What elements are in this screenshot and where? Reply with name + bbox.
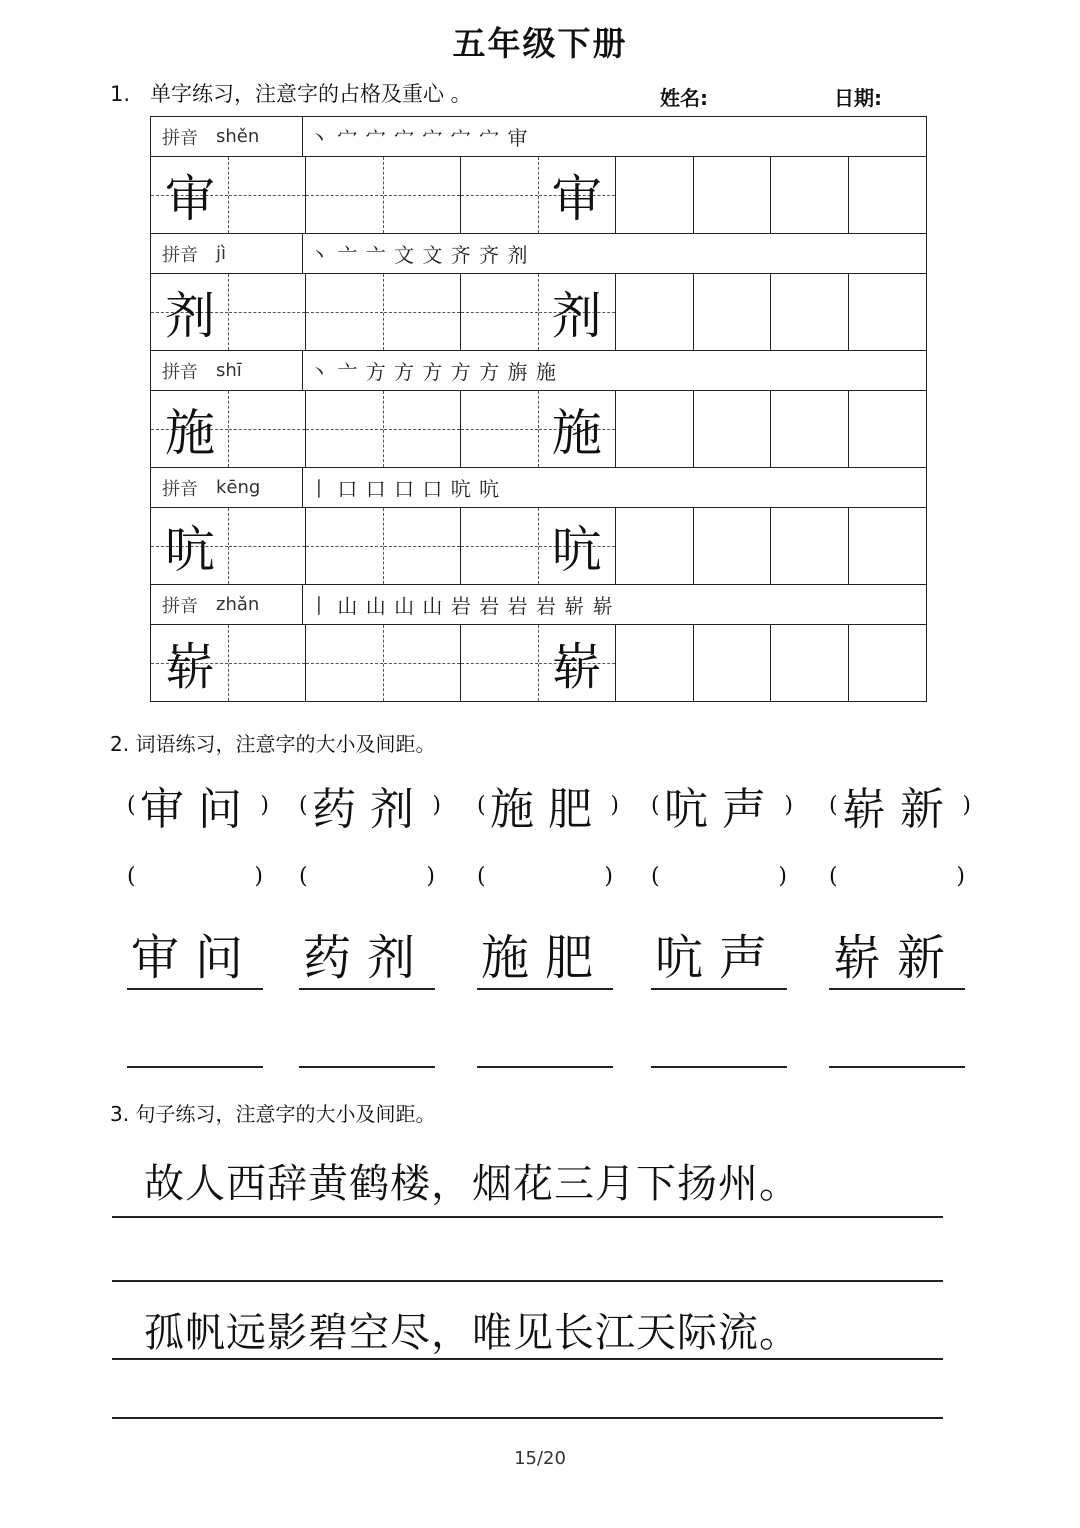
trace-character: 吭: [551, 521, 602, 579]
model-character: 崭: [165, 638, 215, 696]
pinyin-answer-box[interactable]: [299, 858, 435, 894]
guide-line: [306, 195, 383, 196]
close-paren: ): [956, 863, 965, 889]
guide-line: [229, 663, 306, 664]
character-row: [151, 157, 926, 234]
stroke-order: 丶 亠 亠 文 文 齐 齐 剂: [309, 243, 529, 267]
stroke-order: 丶 亠 方 方 方 方 方 旃 施: [309, 360, 557, 384]
writing-line[interactable]: [477, 1066, 613, 1068]
pinyin-label-cell: [151, 585, 303, 624]
practice-cell[interactable]: [229, 391, 307, 467]
practice-cell[interactable]: [461, 508, 539, 584]
pinyin-row: [151, 117, 926, 157]
practice-cell[interactable]: [539, 274, 617, 350]
practice-cell[interactable]: [849, 157, 927, 233]
pinyin-label-cell: [151, 117, 303, 156]
guide-line: [461, 663, 538, 664]
open-paren: (: [127, 863, 136, 889]
open-paren: (: [651, 792, 660, 818]
guide-line: [461, 546, 538, 547]
practice-cell[interactable]: [694, 157, 772, 233]
pinyin-word-box: [127, 770, 269, 840]
trace-character: 施: [551, 404, 602, 462]
pinyin-value: shěn: [216, 126, 260, 147]
pinyin-row: [151, 468, 926, 508]
close-paren: ): [604, 863, 613, 889]
open-paren: (: [829, 863, 838, 889]
model-character: 剂: [165, 287, 215, 345]
practice-cell[interactable]: [461, 391, 539, 467]
practice-cell[interactable]: [306, 508, 384, 584]
pinyin-word-box: [299, 770, 441, 840]
practice-cell[interactable]: [384, 157, 462, 233]
practice-cell[interactable]: [384, 391, 462, 467]
stroke-order: 丶 宀 宀 宀 宀 宀 宀 审: [309, 126, 529, 150]
practice-cell[interactable]: [771, 157, 849, 233]
practice-cell[interactable]: [849, 625, 927, 701]
practice-cell[interactable]: [229, 508, 307, 584]
guide-line: [306, 546, 383, 547]
guide-line: [229, 546, 306, 547]
word-trace-line: 吭声: [651, 924, 787, 990]
trace-character: 审: [551, 170, 602, 228]
pinyin-answer-box[interactable]: [477, 858, 613, 894]
model-character: 施: [165, 404, 215, 462]
pinyin-value: zhǎn: [216, 594, 260, 615]
pinyin-value: shī: [216, 360, 242, 381]
practice-cell[interactable]: [229, 274, 307, 350]
open-paren: (: [651, 863, 660, 889]
word: 吭声: [664, 784, 780, 835]
date-label: 日期:: [834, 86, 882, 110]
section3-instruction: 3. 句子练习，注意字的大小及间距。: [110, 1102, 436, 1126]
writing-line[interactable]: [299, 1066, 435, 1068]
open-paren: (: [477, 863, 486, 889]
pinyin-label-cell: [151, 351, 303, 390]
pinyin-label: 拼音: [162, 478, 198, 500]
practice-cell[interactable]: [616, 625, 694, 701]
close-paren: ): [610, 792, 619, 818]
pinyin-word-box: [477, 770, 619, 840]
writing-line[interactable]: [112, 1417, 943, 1419]
pinyin-answer-box[interactable]: [829, 858, 965, 894]
practice-cell[interactable]: [849, 391, 927, 467]
word: 施肥: [490, 784, 606, 835]
close-paren: ): [962, 792, 971, 818]
model-character: 审: [165, 170, 215, 228]
practice-cell[interactable]: [461, 274, 539, 350]
practice-cell[interactable]: [306, 625, 384, 701]
practice-cell[interactable]: [694, 274, 772, 350]
pinyin-row: [151, 351, 926, 391]
practice-cell[interactable]: [461, 625, 539, 701]
guide-line: [229, 429, 306, 430]
practice-cell[interactable]: [771, 625, 849, 701]
guide-line: [306, 663, 383, 664]
guide-line: [461, 312, 538, 313]
practice-cell[interactable]: [384, 274, 462, 350]
close-paren: ): [432, 792, 441, 818]
practice-cell[interactable]: [539, 391, 617, 467]
practice-cell[interactable]: [771, 391, 849, 467]
word: 药剂: [312, 784, 428, 835]
pinyin-row: [151, 234, 926, 274]
close-paren: ): [778, 863, 787, 889]
open-paren: (: [127, 792, 136, 818]
practice-cell[interactable]: [151, 625, 229, 701]
practice-cell[interactable]: [616, 157, 694, 233]
sentence-line-1: 故人西辞黄鹤楼，烟花三月下扬州。: [112, 1150, 943, 1218]
close-paren: ): [260, 792, 269, 818]
practice-cell[interactable]: [849, 274, 927, 350]
close-paren: ): [426, 863, 435, 889]
practice-cell[interactable]: [849, 508, 927, 584]
word-trace-line: 崭新: [829, 924, 965, 990]
guide-line: [384, 195, 461, 196]
guide-line: [306, 429, 383, 430]
guide-line: [384, 663, 461, 664]
guide-line: [229, 195, 306, 196]
close-paren: ): [784, 792, 793, 818]
pinyin-row: [151, 585, 926, 625]
stroke-order: 丨 口 口 口 口 吭 吭: [309, 477, 501, 501]
word-trace-line: 施肥: [477, 924, 613, 990]
character-row: [151, 625, 926, 701]
pinyin-value: jì: [216, 243, 227, 264]
practice-cell[interactable]: [616, 508, 694, 584]
writing-line[interactable]: [127, 1066, 263, 1068]
guide-line: [306, 312, 383, 313]
section1-text: 单字练习，注意字的占格及重心 。: [150, 82, 472, 106]
practice-cell[interactable]: [694, 391, 772, 467]
pinyin-word-box: [829, 770, 971, 840]
character-row: [151, 391, 926, 468]
word: 审问: [140, 784, 256, 835]
stroke-order: 丨 山 山 山 山 岩 岩 岩 岩 崭 崭: [309, 594, 614, 618]
practice-cell[interactable]: [539, 157, 617, 233]
pinyin-label: 拼音: [162, 127, 198, 149]
page-number: 15/20: [514, 1448, 566, 1469]
model-character: 吭: [165, 521, 215, 579]
practice-cell[interactable]: [771, 508, 849, 584]
practice-cell[interactable]: [229, 625, 307, 701]
guide-line: [384, 312, 461, 313]
guide-line: [461, 195, 538, 196]
word-trace-line: 审问: [127, 924, 263, 990]
guide-line: [229, 312, 306, 313]
guide-line: [384, 546, 461, 547]
pinyin-label: 拼音: [162, 244, 198, 266]
practice-cell[interactable]: [151, 157, 229, 233]
section1-instruction: [110, 78, 472, 108]
character-practice-grid: [150, 116, 927, 702]
practice-cell[interactable]: [384, 625, 462, 701]
practice-cell[interactable]: [151, 391, 229, 467]
practice-cell[interactable]: [539, 508, 617, 584]
pinyin-answer-box[interactable]: [651, 858, 787, 894]
character-row: [151, 508, 926, 585]
practice-cell[interactable]: [694, 508, 772, 584]
practice-cell[interactable]: [616, 391, 694, 467]
word: 崭新: [842, 784, 958, 835]
page-title: 五年级下册: [452, 24, 628, 63]
pinyin-value: kēng: [216, 477, 261, 498]
open-paren: (: [299, 863, 308, 889]
practice-cell[interactable]: [616, 274, 694, 350]
guide-line: [461, 429, 538, 430]
open-paren: (: [477, 792, 486, 818]
open-paren: (: [829, 792, 838, 818]
character-row: [151, 274, 926, 351]
pinyin-word-box: [651, 770, 793, 840]
guide-line: [384, 429, 461, 430]
pinyin-label-cell: [151, 468, 303, 507]
pinyin-answer-box[interactable]: [127, 858, 263, 894]
practice-cell[interactable]: [306, 274, 384, 350]
practice-cell[interactable]: [771, 274, 849, 350]
writing-line[interactable]: [112, 1280, 943, 1282]
section1-number: 1.: [110, 82, 131, 106]
practice-cell[interactable]: [384, 508, 462, 584]
trace-character: 剂: [551, 287, 602, 345]
pinyin-label-cell: [151, 234, 303, 273]
pinyin-label: 拼音: [162, 361, 198, 383]
trace-character: 崭: [551, 638, 602, 696]
writing-line[interactable]: [829, 1066, 965, 1068]
practice-cell[interactable]: [461, 157, 539, 233]
practice-cell[interactable]: [539, 625, 617, 701]
practice-cell[interactable]: [306, 391, 384, 467]
practice-cell[interactable]: [151, 274, 229, 350]
pinyin-label: 拼音: [162, 595, 198, 617]
close-paren: ): [254, 863, 263, 889]
name-label: 姓名:: [660, 86, 708, 110]
practice-cell[interactable]: [151, 508, 229, 584]
word-trace-line: 药剂: [299, 924, 435, 990]
writing-line[interactable]: [651, 1066, 787, 1068]
section2-instruction: 2. 词语练习，注意字的大小及间距。: [110, 732, 436, 756]
practice-cell[interactable]: [306, 157, 384, 233]
sentence-line-2: 孤帆远影碧空尽，唯见长江天际流。: [112, 1296, 943, 1360]
practice-cell[interactable]: [229, 157, 307, 233]
practice-cell[interactable]: [694, 625, 772, 701]
open-paren: (: [299, 792, 308, 818]
